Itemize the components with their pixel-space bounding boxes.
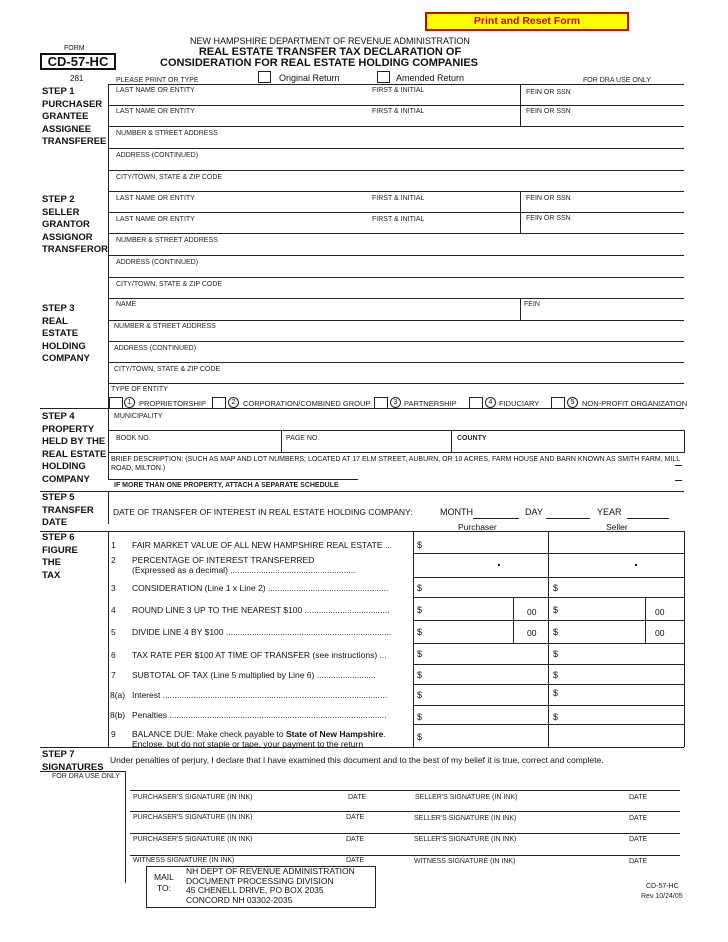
- seller-signature-label-2: SELLER'S SIGNATURE (IN INK): [414, 815, 517, 822]
- entity-label-nonprofit: NON-PROFIT ORGANIZATION: [582, 399, 688, 408]
- mail-line-2: DOCUMENT PROCESSING DIVISION: [186, 875, 334, 886]
- step2-first-initial-label-2: FIRST & INITIAL: [372, 216, 425, 223]
- entity-num-3: 3: [390, 397, 401, 408]
- line9-text-main: BALANCE DUE: Make check payable to: [132, 729, 287, 739]
- seller-date-label-1: DATE: [629, 794, 648, 801]
- seller-witness-signature-label: WITNESS SIGNATURE (IN INK): [414, 858, 516, 865]
- seller-date-label-3: DATE: [629, 836, 648, 843]
- form-code: 281: [70, 74, 84, 83]
- purchaser-signature-label-2: PURCHASER'S SIGNATURE (IN INK): [133, 814, 253, 821]
- page-no-label: PAGE NO.: [286, 435, 320, 442]
- step1-last-name-label-2: LAST NAME OR ENTITY: [116, 108, 195, 115]
- step5-heading: STEP 5 TRANSFER DATE: [42, 492, 94, 528]
- purchaser-date-label-2: DATE: [346, 814, 365, 821]
- amended-return-label: Amended Return: [396, 73, 465, 83]
- form-label: FORM: [64, 45, 85, 52]
- line2-seller-decimal: .: [634, 553, 638, 569]
- step2-heading: STEP 2 SELLER GRANTOR ASSIGNOR TRANSFEROR: [42, 194, 108, 255]
- entity-label-proprietorship: PROPRIETORSHIP: [139, 399, 206, 408]
- line2-subtext: (Expressed as a decimal) .....................................................: [132, 565, 356, 575]
- step3-fein-label: FEIN: [524, 301, 540, 308]
- line8a-num: 8(a): [110, 690, 126, 700]
- step1-fein-label-2: FEIN OR SSN: [526, 108, 571, 115]
- step1-first-initial-label-2: FIRST & INITIAL: [372, 108, 425, 115]
- seller-date-label-2: DATE: [629, 815, 648, 822]
- mail-address: [186, 867, 355, 905]
- line6-seller-dollar: $: [553, 649, 559, 659]
- day-label: DAY: [525, 507, 543, 517]
- line3-purchaser-dollar: $: [417, 583, 423, 593]
- line9-text-tail: .: [383, 729, 386, 739]
- seller-signature-label-3: SELLER'S SIGNATURE (IN INK): [414, 836, 517, 843]
- entity-num-2: 2: [228, 397, 239, 408]
- form-title-line1: REAL ESTATE TRANSFER TAX DECLARATION OF: [198, 46, 462, 58]
- line8b-num: 8(b): [110, 710, 126, 720]
- line4-seller-dollar: $: [553, 605, 559, 615]
- entity-num-4: 4: [485, 397, 496, 408]
- step2-first-initial-label: FIRST & INITIAL: [372, 195, 425, 202]
- step3-name-label: NAME: [116, 301, 137, 308]
- line6-num: 6: [111, 650, 116, 660]
- form-number: CD-57-HC: [40, 53, 116, 70]
- line1-num: 1: [111, 540, 116, 550]
- purchaser-signature-label-1: PURCHASER'S SIGNATURE (IN INK): [133, 794, 253, 801]
- footer-form: CD-57-HC: [646, 883, 679, 890]
- step1-street-label: NUMBER & STREET ADDRESS: [116, 130, 218, 137]
- footer-rev: Rev 10/24/05: [641, 893, 683, 900]
- step2-last-name-label: LAST NAME OR ENTITY: [116, 195, 195, 202]
- line2-num: 2: [111, 555, 116, 565]
- declaration-text: Under penalties of perjury, I declare that I have examined this document and to the best of my belief it is true, correct and complete.: [110, 755, 604, 765]
- line2-purchaser-decimal: .: [497, 553, 501, 569]
- line3-text: CONSIDERATION (Line 1 x Line 2) ...................................................: [132, 583, 389, 593]
- step1-heading: STEP 1 PURCHASER GRANTEE ASSIGNEE TRANSFEREE: [42, 86, 107, 147]
- mail-line-4: CONCORD NH 03302-2035: [186, 894, 293, 905]
- brief-description-label: BRIEF DESCRIPTION: (SUCH AS MAP AND LOT NUMBERS; LOCATED AT 17 ELM STREET, AUBURN, OR 10 ACRES, FARM HOUSE AND BARN KNOWN AS SMITH FARM, MILL ROAD, MILTON.): [111, 456, 680, 472]
- line9-subtext: Enclose, but do not staple or tape, your payment to the return: [132, 739, 364, 749]
- original-return-label: Original Return: [279, 73, 340, 83]
- line5-purchaser-cents: 00: [527, 628, 537, 638]
- line4-text: ROUND LINE 3 UP TO THE NEAREST $100 ....................................: [132, 605, 390, 615]
- month-label: MONTH: [440, 507, 473, 517]
- purchaser-signature-label-3: PURCHASER'S SIGNATURE (IN INK): [133, 836, 253, 843]
- step3-address-cont-label: ADDRESS (CONTINUED): [114, 345, 197, 352]
- entity-label-partnership: PARTNERSHIP: [404, 399, 457, 408]
- print-reset-button[interactable]: Print and Reset Form: [425, 12, 629, 31]
- step1-first-initial-label: FIRST & INITIAL: [372, 87, 425, 94]
- entity-num-5: 5: [567, 397, 578, 408]
- step1-address-cont-label: ADDRESS (CONTINUED): [116, 152, 199, 159]
- line7-text: SUBTOTAL OF TAX (Line 5 multiplied by Line 6) .........................: [132, 670, 376, 680]
- line8b-seller-dollar: $: [553, 712, 559, 722]
- mail-label-1: MAIL: [154, 872, 174, 882]
- dra-use-only: FOR DRA USE ONLY: [583, 77, 651, 84]
- entity-label-fiduciary: FIDUCIARY: [499, 399, 540, 408]
- type-of-entity-label: TYPE OF ENTITY: [111, 386, 168, 393]
- line8a-text: Interest ...............................................................................................: [132, 690, 388, 700]
- original-return-checkbox[interactable]: [258, 71, 271, 83]
- step7-dra-use-only: FOR DRA USE ONLY: [52, 773, 120, 780]
- municipality-label: MUNICIPALITY: [114, 413, 163, 420]
- purchaser-date-label-3: DATE: [346, 836, 365, 843]
- witness-date-label: DATE: [346, 857, 365, 864]
- transfer-date-text: DATE OF TRANSFER OF INTEREST IN REAL ESTATE HOLDING COMPANY:: [113, 507, 413, 517]
- line5-seller-dollar: $: [553, 627, 559, 637]
- purchaser-date-label-1: DATE: [348, 794, 367, 801]
- dept-name: NEW HAMPSHIRE DEPARTMENT OF REVENUE ADMINISTRATION: [190, 36, 470, 46]
- line8a-purchaser-dollar: $: [417, 690, 423, 700]
- line9-purchaser-dollar: $: [417, 732, 423, 742]
- line7-purchaser-dollar: $: [417, 670, 423, 680]
- step2-last-name-label-2: LAST NAME OR ENTITY: [116, 216, 195, 223]
- step2-city-label: CITY/TOWN, STATE & ZIP CODE: [116, 281, 223, 288]
- step1-last-name-label: LAST NAME OR ENTITY: [116, 87, 195, 94]
- step2-fein-label: FEIN OR SSN: [526, 195, 571, 202]
- line5-text: DIVIDE LINE 4 BY $100 ......................................................................: [132, 627, 392, 637]
- mail-line-3: 45 CHENELL DRIVE, PO BOX 2035: [186, 885, 324, 896]
- mail-label-2: TO:: [157, 883, 172, 893]
- line8b-purchaser-dollar: $: [417, 712, 423, 722]
- county-label: COUNTY: [457, 435, 487, 442]
- step1-city-label: CITY/TOWN, STATE & ZIP CODE: [116, 174, 223, 181]
- form-title-line2: CONSIDERATION FOR REAL ESTATE HOLDING COMPANIES: [160, 57, 478, 69]
- step3-street-label: NUMBER & STREET ADDRESS: [114, 323, 216, 330]
- line9-text: [132, 729, 386, 739]
- line7-seller-dollar: $: [553, 670, 559, 680]
- day-input[interactable]: [546, 518, 590, 519]
- seller-witness-date-label: DATE: [629, 858, 648, 865]
- please-print: PLEASE PRINT OR TYPE: [116, 77, 199, 84]
- line4-num: 4: [111, 605, 116, 615]
- line1-purchaser-dollar: $: [417, 540, 423, 550]
- step3-heading: STEP 3 REAL ESTATE HOLDING COMPANY: [42, 303, 90, 364]
- step6-heading: STEP 6 FIGURE THE TAX: [42, 532, 78, 581]
- line4-purchaser-dollar: $: [417, 605, 423, 615]
- description-dash-2: [675, 480, 682, 481]
- witness-signature-label: WITNESS SIGNATURE (IN INK): [133, 857, 235, 864]
- step7-heading: STEP 7 SIGNATURES: [42, 749, 104, 773]
- line8a-seller-dollar: $: [553, 688, 559, 698]
- line4-purchaser-cents: 00: [527, 607, 537, 617]
- month-input[interactable]: [473, 518, 519, 519]
- line1-text: FAIR MARKET VALUE OF ALL NEW HAMPSHIRE REAL ESTATE ...: [132, 540, 392, 550]
- mail-line-1: NH DEPT OF REVENUE ADMINISTRATION: [186, 866, 355, 876]
- amended-return-checkbox[interactable]: [377, 71, 390, 83]
- line3-num: 3: [111, 583, 116, 593]
- description-dash-1: [675, 465, 682, 466]
- seller-signature-label-1: SELLER'S SIGNATURE (IN INK): [415, 794, 518, 801]
- line6-purchaser-dollar: $: [417, 649, 423, 659]
- year-label: YEAR: [597, 507, 622, 517]
- line7-num: 7: [111, 670, 116, 680]
- year-input[interactable]: [627, 518, 669, 519]
- step2-fein-label-2: FEIN OR SSN: [526, 215, 571, 222]
- line5-num: 5: [111, 627, 116, 637]
- line9-text-bold: State of New Hampshire: [286, 729, 384, 739]
- line8b-text: Penalties ............................................................................................: [132, 710, 387, 720]
- step4-heading: STEP 4 PROPERTY HELD BY THE REAL ESTATE HOLDING COMPANY: [42, 411, 107, 485]
- entity-num-1: 1: [124, 397, 135, 408]
- line9-num: 9: [111, 729, 116, 739]
- seller-col-label: Seller: [606, 522, 628, 532]
- line4-seller-cents: 00: [655, 607, 665, 617]
- line5-seller-cents: 00: [655, 628, 665, 638]
- line6-text: TAX RATE PER $100 AT TIME OF TRANSFER (see instructions) ...: [132, 650, 387, 660]
- purchaser-col-label: Purchaser: [458, 522, 497, 532]
- step2-address-cont-label: ADDRESS (CONTINUED): [116, 259, 199, 266]
- line2-text: PERCENTAGE OF INTEREST TRANSFERRED: [132, 555, 315, 565]
- step3-city-label: CITY/TOWN, STATE & ZIP CODE: [114, 366, 221, 373]
- step2-street-label: NUMBER & STREET ADDRESS: [116, 237, 218, 244]
- more-than-one-property-note: IF MORE THAN ONE PROPERTY, ATTACH A SEPARATE SCHEDULE: [114, 482, 339, 489]
- line5-purchaser-dollar: $: [417, 627, 423, 637]
- entity-label-corporation: CORPORATION/COMBINED GROUP: [243, 399, 371, 408]
- book-no-label: BOOK NO.: [116, 435, 151, 442]
- step1-fein-label: FEIN OR SSN: [526, 89, 571, 96]
- line3-seller-dollar: $: [553, 583, 559, 593]
